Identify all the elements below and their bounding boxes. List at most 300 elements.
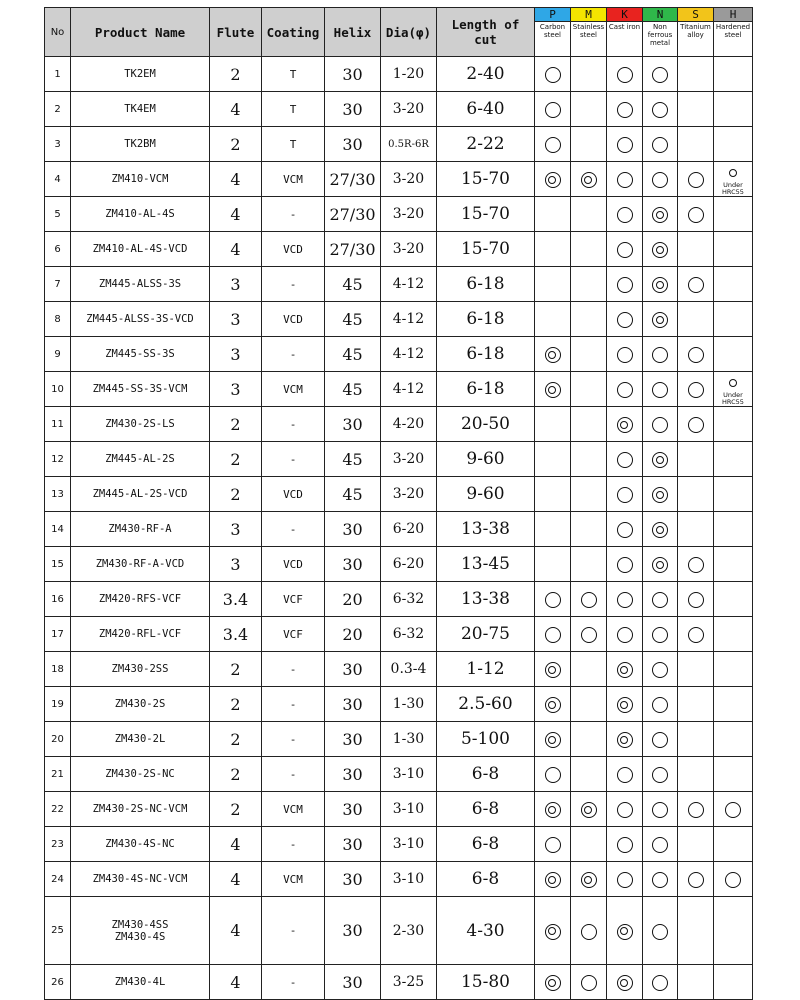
suitability-cell [535, 862, 571, 897]
circle-icon [688, 207, 704, 223]
table-row [45, 862, 753, 897]
suitability-cell [535, 687, 571, 722]
row-no: 24 [45, 862, 71, 897]
coating: - [262, 827, 325, 862]
suitability-cell [607, 965, 643, 1000]
header-coating: Coating [262, 8, 325, 57]
product-name [71, 827, 210, 862]
suitability-cell [571, 302, 607, 337]
circle-icon [652, 627, 668, 643]
suitability-cell [571, 92, 607, 127]
product-name-line: ZM410-AL-4S-VCD [92, 243, 188, 255]
product-name-line: ZM445-ALSS-3S [98, 278, 182, 290]
helix-angle: 30 [325, 757, 381, 792]
suitability-cell [678, 617, 714, 652]
suitability-cell [535, 652, 571, 687]
coating: VCM [262, 372, 325, 407]
circle-icon [729, 169, 737, 177]
suitability-cell [643, 652, 678, 687]
coating: VCD [262, 547, 325, 582]
material-code: S [678, 8, 713, 22]
circle-icon [617, 627, 633, 643]
circle-icon [688, 417, 704, 433]
product-name [71, 862, 210, 897]
double-circle-icon [617, 417, 633, 433]
flute-count: 2 [210, 127, 262, 162]
diameter-range: 1-30 [381, 687, 437, 722]
double-circle-icon [652, 557, 668, 573]
suitability-cell [678, 442, 714, 477]
suitability-cell [643, 512, 678, 547]
suitability-cell [607, 897, 643, 965]
diameter-range: 6-32 [381, 617, 437, 652]
circle-icon [617, 487, 633, 503]
table-row [45, 722, 753, 757]
suitability-cell [643, 827, 678, 862]
circle-icon [652, 382, 668, 398]
suitability-cell [571, 547, 607, 582]
length-of-cut: 15-70 [437, 232, 535, 267]
table-row [45, 92, 753, 127]
circle-icon [688, 172, 704, 188]
length-of-cut: 15-80 [437, 965, 535, 1000]
circle-icon [617, 102, 633, 118]
suitability-cell [714, 722, 753, 757]
length-of-cut: 6-8 [437, 862, 535, 897]
diameter-range: 0.3-4 [381, 652, 437, 687]
suitability-cell [643, 617, 678, 652]
circle-icon [688, 627, 704, 643]
circle-icon [545, 137, 561, 153]
flute-count: 4 [210, 862, 262, 897]
suitability-cell [607, 267, 643, 302]
suitability-cell [714, 757, 753, 792]
table-row [45, 407, 753, 442]
suitability-cell [678, 897, 714, 965]
circle-icon [725, 872, 741, 888]
suitability-cell [714, 302, 753, 337]
helix-angle: 30 [325, 862, 381, 897]
double-circle-icon [545, 347, 561, 363]
suitability-cell [678, 372, 714, 407]
material-code: K [607, 8, 642, 22]
circle-icon [581, 975, 597, 991]
product-name-line: TK2EM [124, 68, 156, 80]
suitability-cell [714, 267, 753, 302]
helix-angle: 45 [325, 477, 381, 512]
suitability-cell [535, 477, 571, 512]
flute-count: 2 [210, 477, 262, 512]
product-name-line: ZM430-2L [114, 733, 166, 745]
double-circle-icon [581, 172, 597, 188]
suitability-cell [678, 827, 714, 862]
suitability-cell [643, 965, 678, 1000]
suitability-cell [607, 722, 643, 757]
suitability-cell [678, 477, 714, 512]
length-of-cut: 6-18 [437, 337, 535, 372]
table-row [45, 617, 753, 652]
helix-angle: 30 [325, 92, 381, 127]
flute-count: 2 [210, 652, 262, 687]
suitability-cell [535, 722, 571, 757]
suitability-cell [535, 162, 571, 197]
double-circle-icon [545, 732, 561, 748]
diameter-range: 3-20 [381, 232, 437, 267]
product-name [71, 267, 210, 302]
product-name [71, 897, 210, 965]
circle-icon [688, 592, 704, 608]
suitability-cell [571, 337, 607, 372]
suitability-cell [643, 897, 678, 965]
flute-count: 2 [210, 792, 262, 827]
suitability-cell [607, 862, 643, 897]
row-no: 21 [45, 757, 71, 792]
suitability-cell [678, 862, 714, 897]
helix-angle: 45 [325, 442, 381, 477]
double-circle-icon [617, 924, 633, 940]
suitability-cell [714, 687, 753, 722]
suitability-cell [535, 407, 571, 442]
circle-icon [617, 802, 633, 818]
diameter-range: 6-20 [381, 512, 437, 547]
suitability-cell [714, 792, 753, 827]
diameter-range: 3-20 [381, 442, 437, 477]
suitability-cell [714, 57, 753, 92]
flute-count: 3.4 [210, 582, 262, 617]
flute-count: 4 [210, 197, 262, 232]
header-material-k [607, 8, 643, 57]
circle-icon [545, 67, 561, 83]
table-row [45, 512, 753, 547]
circle-icon [545, 837, 561, 853]
suitability-cell [607, 232, 643, 267]
suitability-cell [607, 372, 643, 407]
suitability-cell [678, 267, 714, 302]
helix-angle: 30 [325, 407, 381, 442]
helix-angle: 45 [325, 372, 381, 407]
helix-angle: 30 [325, 547, 381, 582]
circle-icon [652, 802, 668, 818]
circle-icon [652, 975, 668, 991]
length-of-cut: 9-60 [437, 442, 535, 477]
circle-icon [688, 557, 704, 573]
suitability-cell [714, 617, 753, 652]
length-of-cut: 2-40 [437, 57, 535, 92]
suitability-cell [714, 582, 753, 617]
suitability-cell [714, 862, 753, 897]
product-name [71, 337, 210, 372]
product-name-line: ZM430-4SS [111, 918, 169, 931]
product-name [71, 232, 210, 267]
product-name [71, 617, 210, 652]
helix-angle: 30 [325, 827, 381, 862]
circle-icon [688, 872, 704, 888]
product-name-line: ZM445-ALSS-3S-VCD [86, 313, 194, 325]
flute-count: 3.4 [210, 617, 262, 652]
suitability-cell [535, 617, 571, 652]
material-name: Non ferrous metal [643, 22, 677, 56]
length-of-cut: 15-70 [437, 197, 535, 232]
table-row [45, 267, 753, 302]
suitability-cell [607, 477, 643, 512]
length-of-cut: 6-18 [437, 372, 535, 407]
double-circle-icon [545, 975, 561, 991]
suitability-cell [535, 965, 571, 1000]
coating: - [262, 965, 325, 1000]
product-name [71, 127, 210, 162]
circle-icon [688, 802, 704, 818]
double-circle-icon [545, 697, 561, 713]
suitability-cell [678, 162, 714, 197]
suitability-cell [607, 442, 643, 477]
row-no: 13 [45, 477, 71, 512]
material-name: Carbon steel [535, 22, 570, 56]
suitability-cell [571, 652, 607, 687]
diameter-range: 0.5R-6R [381, 127, 437, 162]
double-circle-icon [581, 872, 597, 888]
suitability-cell [607, 547, 643, 582]
circle-icon [617, 592, 633, 608]
flute-count: 4 [210, 162, 262, 197]
table-row [45, 57, 753, 92]
suitability-cell [678, 302, 714, 337]
suitability-cell [714, 442, 753, 477]
circle-icon [652, 172, 668, 188]
suitability-cell [643, 302, 678, 337]
helix-angle: 27/30 [325, 232, 381, 267]
product-name [71, 197, 210, 232]
product-name-line: ZM430-4L [114, 976, 166, 988]
product-name [71, 372, 210, 407]
double-circle-icon [545, 382, 561, 398]
suitability-cell [571, 372, 607, 407]
product-name [71, 722, 210, 757]
suitability-cell [607, 57, 643, 92]
diameter-range: 4-12 [381, 302, 437, 337]
product-name-line: ZM420-RFL-VCF [98, 628, 182, 640]
helix-angle: 45 [325, 337, 381, 372]
suitability-cell [643, 722, 678, 757]
table-row [45, 897, 753, 965]
suitability-cell [607, 92, 643, 127]
coating: - [262, 407, 325, 442]
suitability-cell [571, 127, 607, 162]
material-code: M [571, 8, 606, 22]
length-of-cut: 1-12 [437, 652, 535, 687]
suitability-cell [571, 267, 607, 302]
table-row [45, 232, 753, 267]
suitability-cell [714, 232, 753, 267]
material-code: P [535, 8, 570, 22]
circle-icon [652, 137, 668, 153]
diameter-range: 3-10 [381, 757, 437, 792]
table-row [45, 442, 753, 477]
helix-angle: 45 [325, 267, 381, 302]
flute-count: 3 [210, 267, 262, 302]
suitability-cell [643, 337, 678, 372]
circle-icon [617, 277, 633, 293]
product-name-line: ZM430-2S [114, 698, 166, 710]
coating: VCM [262, 792, 325, 827]
coating: - [262, 267, 325, 302]
header-material-p [535, 8, 571, 57]
diameter-range: 3-10 [381, 827, 437, 862]
circle-icon [617, 837, 633, 853]
table-body [45, 57, 753, 1000]
table-row [45, 757, 753, 792]
suitability-cell [643, 407, 678, 442]
suitability-cell [607, 407, 643, 442]
suitability-cell [714, 652, 753, 687]
suitability-cell [571, 512, 607, 547]
row-no: 15 [45, 547, 71, 582]
suitability-cell [535, 57, 571, 92]
table-row [45, 197, 753, 232]
table-row [45, 302, 753, 337]
row-no: 8 [45, 302, 71, 337]
product-name-line: ZM430-RF-A-VCD [95, 558, 185, 570]
circle-icon [617, 557, 633, 573]
product-name-line: ZM430-2S-LS [105, 418, 175, 430]
circle-icon [617, 312, 633, 328]
suitability-cell [678, 197, 714, 232]
helix-angle: 20 [325, 617, 381, 652]
length-of-cut: 13-45 [437, 547, 535, 582]
flute-count: 4 [210, 827, 262, 862]
product-name [71, 57, 210, 92]
suitability-cell [643, 862, 678, 897]
suitability-cell [714, 512, 753, 547]
helix-angle: 45 [325, 302, 381, 337]
suitability-cell [714, 407, 753, 442]
flute-count: 2 [210, 442, 262, 477]
table-row [45, 337, 753, 372]
circle-icon [725, 802, 741, 818]
diameter-range: 3-10 [381, 862, 437, 897]
suitability-cell [714, 897, 753, 965]
flute-count: 4 [210, 232, 262, 267]
suitability-cell [535, 337, 571, 372]
helix-angle: 20 [325, 582, 381, 617]
double-circle-icon [545, 662, 561, 678]
coating: VCM [262, 862, 325, 897]
suitability-cell [571, 477, 607, 512]
suitability-cell [643, 687, 678, 722]
product-name [71, 512, 210, 547]
suitability-cell [714, 197, 753, 232]
table-row [45, 792, 753, 827]
product-name [71, 757, 210, 792]
circle-icon [688, 277, 704, 293]
product-name-line: ZM445-AL-2S-VCD [92, 488, 188, 500]
double-circle-icon [652, 487, 668, 503]
table-row [45, 162, 753, 197]
suitability-cell [678, 337, 714, 372]
circle-icon [617, 522, 633, 538]
header-material-m [571, 8, 607, 57]
suitability-cell [643, 792, 678, 827]
length-of-cut: 6-18 [437, 302, 535, 337]
flute-count: 3 [210, 337, 262, 372]
row-no: 5 [45, 197, 71, 232]
product-name [71, 162, 210, 197]
coating: VCD [262, 302, 325, 337]
coating: - [262, 652, 325, 687]
product-name [71, 477, 210, 512]
suitability-cell [571, 582, 607, 617]
diameter-range: 6-20 [381, 547, 437, 582]
product-name-line: ZM420-RFS-VCF [98, 593, 182, 605]
suitability-cell [535, 897, 571, 965]
length-of-cut: 20-75 [437, 617, 535, 652]
suitability-cell [571, 442, 607, 477]
table-row [45, 827, 753, 862]
suitability-cell [714, 547, 753, 582]
circle-icon [617, 872, 633, 888]
suitability-cell [535, 442, 571, 477]
flute-count: 2 [210, 57, 262, 92]
suitability-cell [571, 197, 607, 232]
circle-icon [652, 592, 668, 608]
circle-icon [652, 697, 668, 713]
flute-count: 2 [210, 407, 262, 442]
suitability-cell [678, 127, 714, 162]
length-of-cut: 6-8 [437, 792, 535, 827]
circle-icon [652, 417, 668, 433]
material-name: Stainless steel [571, 22, 606, 56]
suitability-cell [607, 757, 643, 792]
suitability-cell [607, 162, 643, 197]
suitability-cell [535, 302, 571, 337]
suitability-cell [714, 337, 753, 372]
suitability-cell [678, 232, 714, 267]
product-name-line: ZM445-SS-3S-VCM [92, 383, 188, 395]
product-name [71, 792, 210, 827]
helix-angle: 30 [325, 722, 381, 757]
product-name-line: ZM430-2S-NC [105, 768, 175, 780]
helix-angle: 30 [325, 127, 381, 162]
suitability-cell [643, 127, 678, 162]
row-no: 7 [45, 267, 71, 302]
circle-icon [545, 627, 561, 643]
row-no: 12 [45, 442, 71, 477]
double-circle-icon [545, 872, 561, 888]
row-no: 6 [45, 232, 71, 267]
table-row [45, 965, 753, 1000]
table-row [45, 372, 753, 407]
circle-icon [581, 592, 597, 608]
material-name: Hardened steel [714, 22, 752, 56]
suitability-cell [678, 687, 714, 722]
circle-icon [617, 207, 633, 223]
product-table [44, 7, 753, 1000]
suitability-cell [643, 372, 678, 407]
suitability-cell [607, 197, 643, 232]
suitability-cell [714, 127, 753, 162]
table-row [45, 652, 753, 687]
coating: - [262, 722, 325, 757]
suitability-cell [607, 792, 643, 827]
double-circle-icon [652, 522, 668, 538]
material-code: H [714, 8, 752, 22]
suitability-cell [714, 827, 753, 862]
suitability-cell [571, 827, 607, 862]
circle-icon [652, 102, 668, 118]
suitability-cell [571, 965, 607, 1000]
coating: - [262, 512, 325, 547]
helix-angle: 27/30 [325, 162, 381, 197]
suitability-cell [535, 827, 571, 862]
